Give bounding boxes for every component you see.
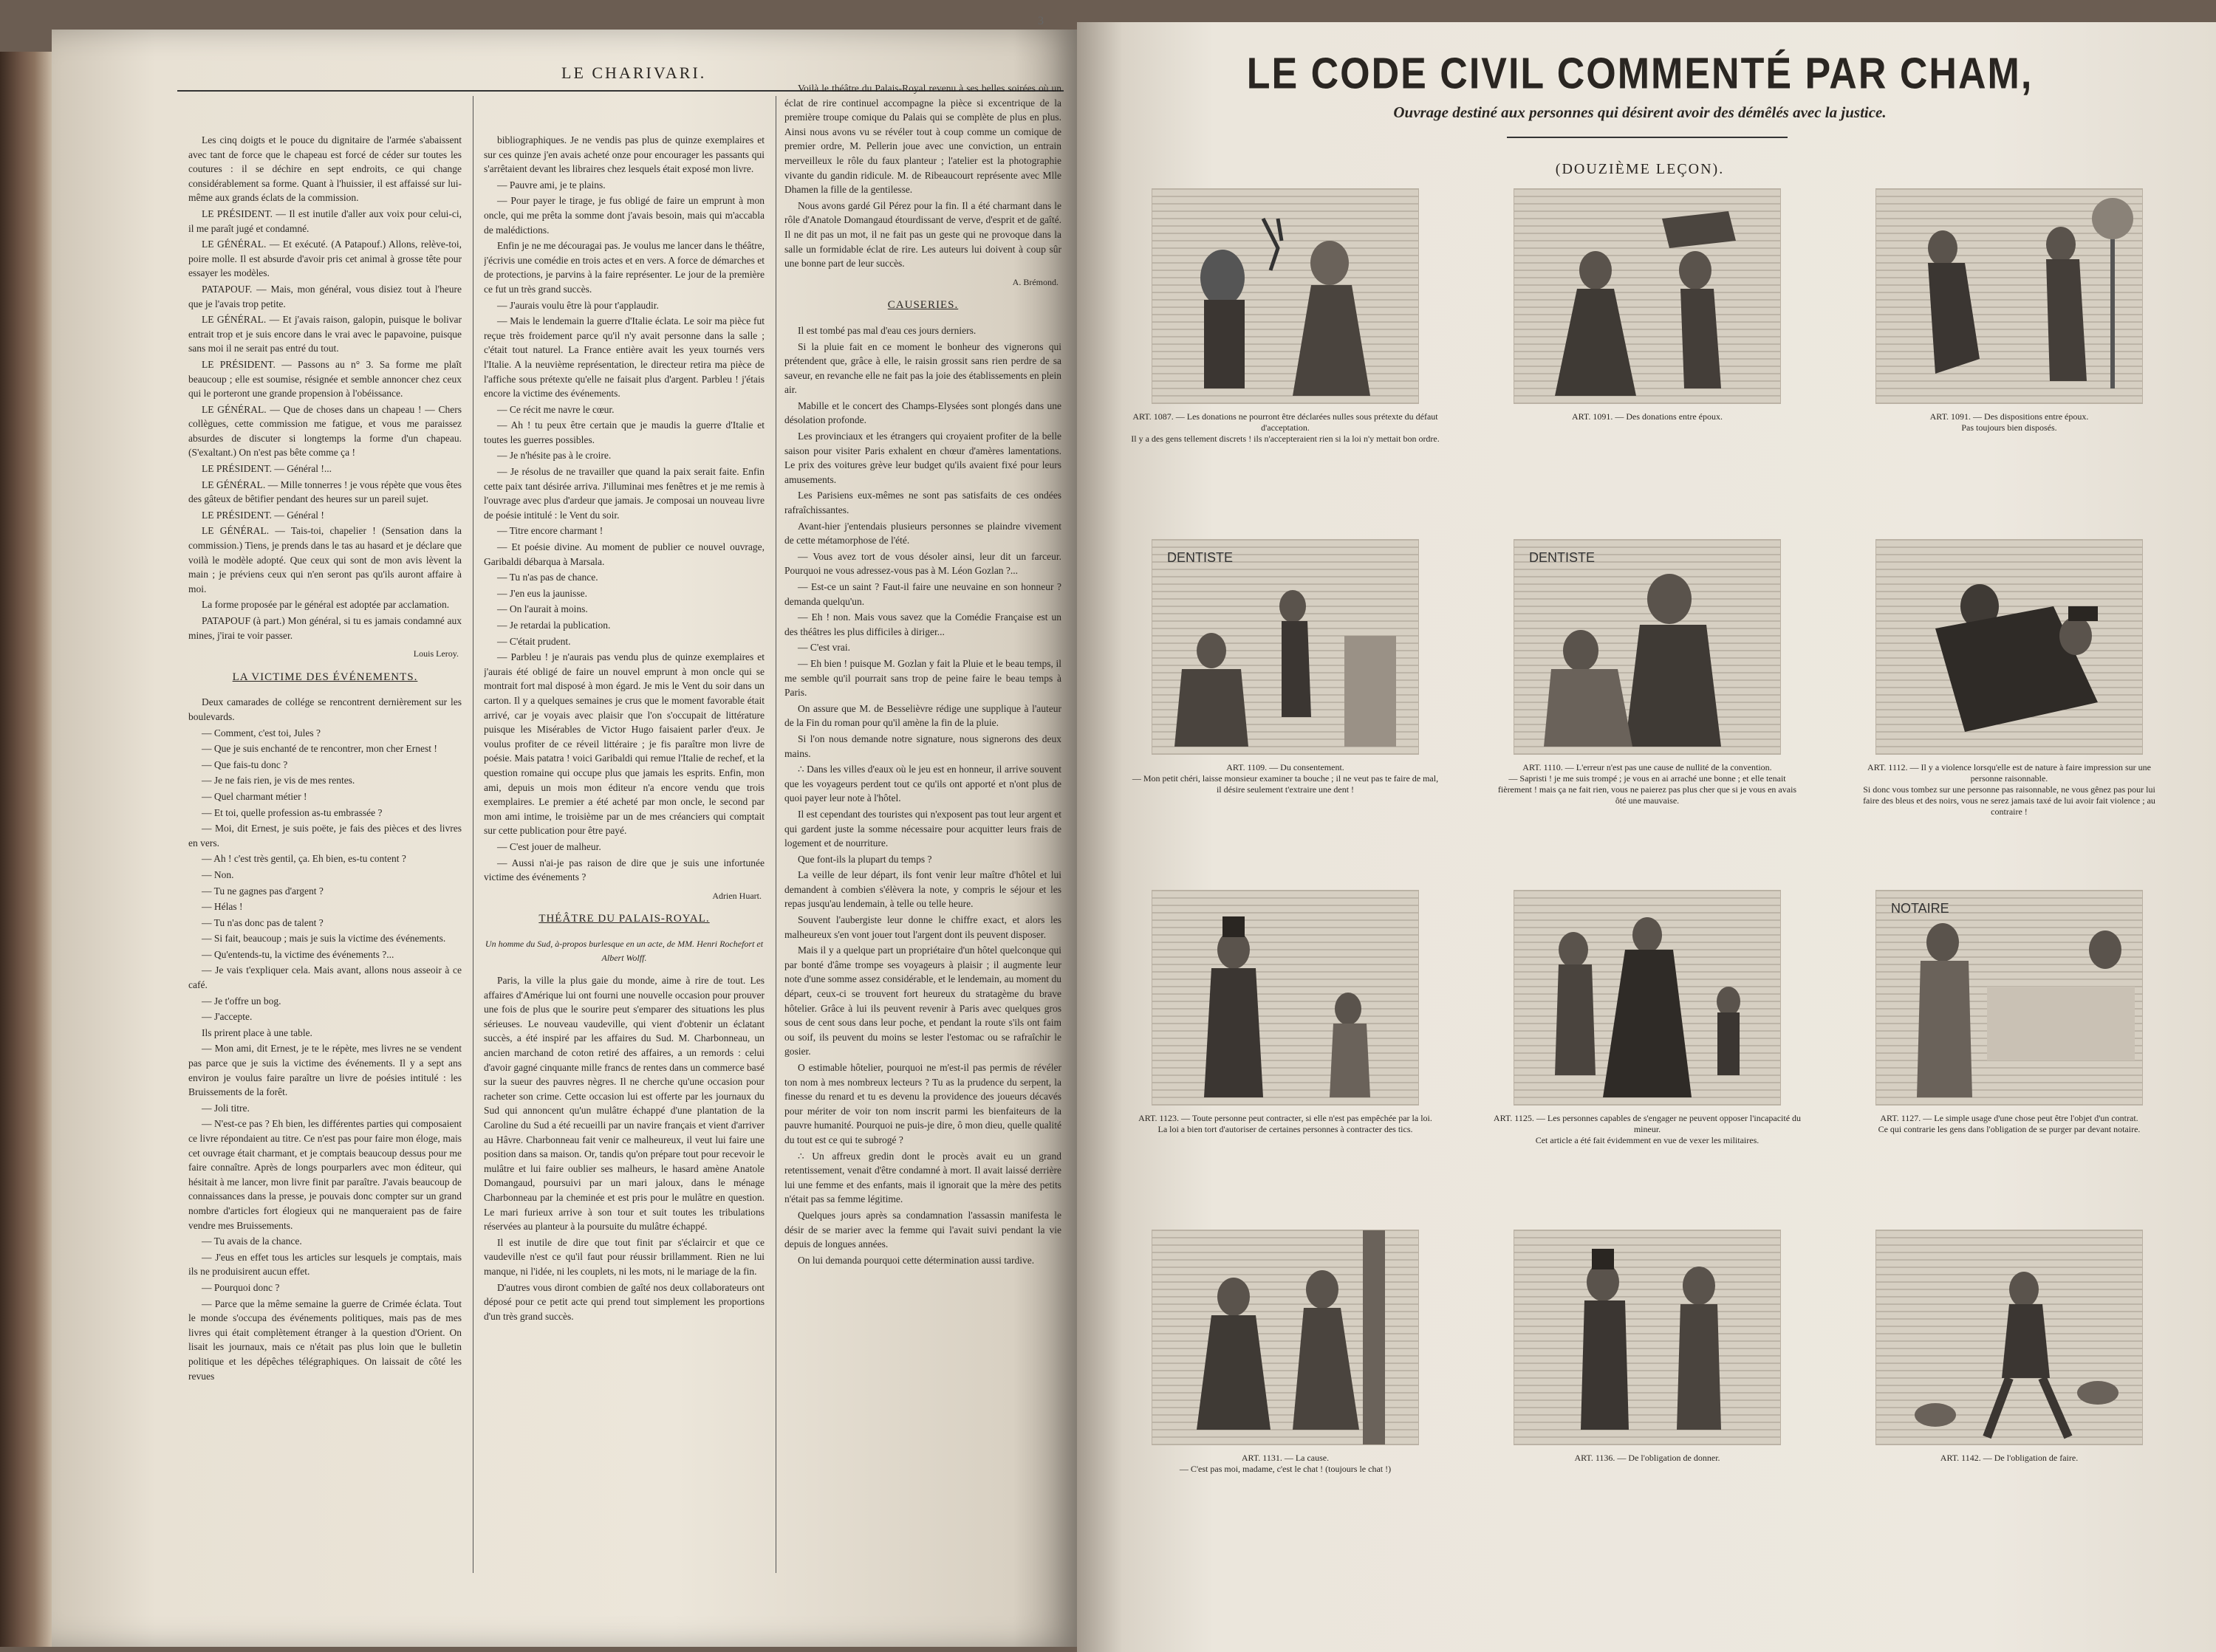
paragraph: — Que je suis enchanté de te rencontrer, mon cher Ernest ! (202, 743, 437, 755)
author-signature: Louis Leroy. (413, 648, 459, 659)
paragraph: — Moi, dit Ernest, je suis poëte, je fais des pièces et des livres en vers. (188, 823, 462, 849)
paragraph: Mabille et le concert des Champs-Elysées sont plongés dans une désolation profonde. (784, 400, 1061, 426)
section-heading: THÉÂTRE DU PALAIS-ROYAL. (538, 913, 710, 925)
paragraph: bibliographiques. Je ne vendis pas plus de quinze exemplaires et sur ces quinze j'en avais acheté onze pour encourager les passants qui s'arrêtaient devant les libraires chez lesquels était exposé mon livre. (484, 134, 765, 175)
paragraph: — J'aurais voulu être là pour t'applaudir. (497, 299, 659, 311)
paragraph: — Eh ! non. Mais vous savez que la Comédie Française est un des théâtres les plus difficiles à diriger... (784, 611, 1061, 637)
paragraph: Mais il y a quelque part un propriétaire d'un hôtel quelconque qui par bonté d'âme trompe ses voyageurs à plaisir ; il augmente leur note d'une somme assez considérable, et le lendemain, au moment du départ, ceux-ci se trouvent fort heureux du stratagème du brave hôtelier. Grâce à lui ils peuvent revenir à Paris avec quelques gros sous de cent sous dans leur poche, et pendant la route s'ils ont faim ou soif, ils peuvent du moins se lester l'estomac ou se rafraîchir le gosier. (784, 945, 1061, 1058)
paragraph: Nous avons gardé Gil Pérez pour la fin. Il a été charmant dans le rôle d'Anatole Domangaud étourdissant de verve, d'esprit et de gaîté. Il ne dit pas un mot, il ne fait pas un geste qui ne provoque dans la salle un formidable éclat de rire. Les auteurs lui doivent à coup sûr une bonne part de leur succès. (784, 199, 1061, 270)
paragraph: Que font-ils la plupart du temps ? (798, 853, 932, 865)
cartoon-caption: ART. 1110. — L'erreur n'est pas une cause de nullité de la convention. — Sapristi ! je me suis trompé ; je vous en ai arraché une bonne ; et elle tenait fièrement ! mais ça ne fait rien, vous ne paierez pas plus cher que si je vous en avais ôté une mauvaise. (1497, 762, 1797, 806)
cartoon-caption: ART. 1136. — De l'obligation de donner. (1574, 1453, 1720, 1463)
paragraph: LE GÉNÉRAL. — Et j'avais raison, galopin, puisque le bolivar entrait trop et je suis encore dans le vrai avec le papavoine, puisque sans moi il ne serait pas entré du tout. (188, 314, 462, 354)
paragraph: — Si fait, beaucoup ; mais je suis la victime des événements. (202, 933, 446, 945)
paragraph: — J'eus en effet tous les articles sur lesquels je comptais, mais ils ne produisirent aucun effet. (188, 1251, 462, 1278)
paragraph: — Et poésie divine. Au moment de publier ce nouvel ouvrage, Garibaldi débarqua à Marsala. (484, 541, 765, 567)
cartoon-caption: ART. 1091. — Des donations entre époux. (1571, 411, 1723, 422)
cartoon-panel (1126, 188, 1444, 445)
paragraph: Si l'on nous demande notre signature, nous signerons des deux mains. (784, 733, 1061, 759)
paragraph: — Aussi n'ai-je pas raison de dire que je suis une infortunée victime des événements ? (484, 857, 765, 883)
paragraph: — Je ne fais rien, je vis de mes rentes. (202, 775, 355, 786)
paragraph: — Je t'offre un bog. (202, 995, 281, 1007)
paragraph: — C'est jouer de malheur. (497, 840, 601, 852)
cartoon-caption: ART. 1127. — Le simple usage d'une chose peut être l'objet d'un contrat. Ce qui contrarie les gens dans l'obligation de se purger par devant notaire. (1878, 1113, 2141, 1134)
cartoon-grid (1126, 188, 2190, 1569)
paragraph: Il est cependant des touristes qui n'exposent pas tout leur argent et qui gardent juste la somme nécessaire pour acquitter leurs frais de logement et de nourriture. (784, 808, 1061, 849)
cartoon-caption: ART. 1087. — Les donations ne pourront être déclarées nulles sous prétexte du défaut d'acceptation. Il y a des gens tellement discrets ! ils n'accepteraient rien si la loi n'y mettait bon ordre. (1131, 411, 1440, 444)
paragraph: Les provinciaux et les étrangers qui croyaient profiter de la belle saison pour visiter Paris exhalent en chœur d'amères lamentations. Le prix des voitures grève leur budget qu'ils avaient fixé pour leurs amusements. (784, 431, 1061, 485)
cartoon-illustration (1152, 890, 1419, 1106)
paragraph: — Joli titre. (202, 1102, 250, 1114)
paragraph: — N'est-ce pas ? Eh bien, les différentes parties qui composaient ce livre répondaient au titre. Ce n'est pas pour faire mon éloge, mais cet ouvrage était charmant, et je comptais beaucoup dessus pour me faire connaître. Après de longs pourparlers avec mon éditeur, qui hésitait à me lancer, mon livre finit par paraître. J'avais beaucoup de connaissances dans la presse, je pouvais donc compter sur un grand nombre d'articles fort élogieux qui ne manqueraient pas de faire vendre mes Bruissements. (188, 1118, 462, 1231)
paragraph: On lui demanda pourquoi cette détermination aussi tardive. (798, 1254, 1035, 1266)
paragraph: — Comment, c'est toi, Jules ? (202, 727, 321, 738)
cartoon-caption: ART. 1125. — Les personnes capables de s'engager ne peuvent opposer l'incapacité du mineur. Cet article a été fait évidemment en vue de vexer les militaires. (1493, 1113, 1802, 1145)
paragraph: Enfin je ne me découragai pas. Je voulus me lancer dans le théâtre, j'écrivis une comédie en trois actes et en vers. A force de démarches et de protections, je parvins à la faire représenter. Le jour de la première ce fut un très grand succès. (484, 240, 765, 295)
paragraph: LE GÉNÉRAL. — Mille tonnerres ! je vous répète que vous êtes des gâteux de bêtifier pendant des heures sur un pareil sujet. (188, 479, 462, 505)
paragraph: — Ah ! tu peux être certain que je maudis la guerre d'Italie et toutes les guerres possibles. (484, 419, 765, 445)
paragraph: — Que fais-tu donc ? (202, 758, 288, 770)
paragraph: — Mais le lendemain la guerre d'Italie éclata. Le soir ma pièce fut reçue très froidement parce qu'il n'y avait personne dans la salle ; c'était tout naturel. La France entière avait les yeux tournés vers l'Italie. A la neuvième représentation, le directeur retira ma pièce de l'affiche sous prétexte qu'elle ne faisait plus d'argent. Parbleu ! j'étais encore la victime des événements. (484, 315, 765, 400)
cartoon-illustration (1514, 1230, 1781, 1445)
cartoon-panel (1850, 890, 2168, 1135)
paragraph: Voilà le théâtre du Palais-Royal revenu à ses belles soirées où un éclat de rire continuel accompagne la pièce si excentrique de la première troupe comique du Palais qui se complète de plus en plus. Ainsi nous avons vu se révéler tout à coup comme un comique de premier ordre, M. Pellerin joue avec une conviction, un entrain merveilleux le rôle du faux planteur ; l'atelier est la photographie vivante du gandin ridicule. M. de Ribeaucourt représente avec Mlle Dhamen la fille de la gentilesse. (784, 83, 1061, 196)
cartoon-panel (1126, 1230, 1444, 1475)
cartoon-illustration (1152, 188, 1419, 404)
paragraph: PATAPOUF (à part.) Mon général, si tu es jamais condamné aux mines, j'irai te voir passer. (188, 615, 462, 641)
cartoon-illustration (1514, 188, 1781, 404)
paragraph: Il est tombé pas mal d'eau ces jours derniers. (798, 324, 977, 336)
paragraph: Deux camarades de collége se rencontrent dernièrement sur les boulevards. (188, 696, 462, 722)
cartoon-caption: ART. 1109. — Du consentement. — Mon petit chéri, laisse monsieur examiner ta bouche ; il ne veut pas te faire de mal, il désire seulement t'extraire une dent ! (1132, 762, 1439, 795)
paragraph: — Est-ce un saint ? Faut-il faire une neuvaine en son honneur ? demanda quelqu'un. (784, 581, 1061, 607)
paragraph: — J'en eus la jaunisse. (497, 587, 588, 599)
cartoon-caption: ART. 1123. — Toute personne peut contracter, si elle n'est pas empêchée par la loi. La loi a bien tort d'autoriser de certaines personnes à contracter des tics. (1138, 1113, 1432, 1134)
cartoon-panel (1850, 188, 2168, 433)
paragraph: Souvent l'aubergiste leur donne le chiffre exact, et alors les malheureux s'en vont jouer tout l'argent dont ils peuvent disposer. (784, 914, 1061, 940)
paragraph: — Tu avais de la chance. (202, 1235, 302, 1247)
paragraph: Les Parisiens eux-mêmes ne sont pas satisfaits de ces ondées rafraîchissantes. (784, 490, 1061, 516)
cartoon-illustration (1514, 539, 1781, 755)
lesson-label: (DOUZIÈME LEÇON). (1555, 161, 1725, 177)
paragraph: — Et toi, quelle profession as-tu embrassée ? (202, 806, 383, 818)
author-signature: A. Brémond. (1012, 276, 1059, 287)
paragraph: ∴ Dans les villes d'eaux où le jeu est en honneur, il arrive souvent que les voyageurs perdent tout ce qu'ils ont apporté et n'ont plus de quoi payer leur note à l'hôtel. (784, 764, 1061, 804)
cartoon-illustration (1152, 1230, 1419, 1445)
paragraph: Paris, la ville la plus gaie du monde, aime à rire de tout. Les affaires d'Amérique lui ont fourni une nouvelle occasion pour prouver une fois de plus que le sourire peut s'emparer des situations les plus sérieuses. Le nouveau vaudeville, qui vient d'obtenir un éclatant succès, a été inspiré par les affaires du Sud. M. Charbonneau, un ancien marchand de coton retiré des affaires, a un remords : celui d'avoir gagné cinquante mille francs de rentes dans un commerce basé sur la sueur des pauvres nègres. Il ne cherche qu'une occasion pour racheter son crime. Cette occasion lui est offerte par les journaux du Sud qui annoncent qu'un mulâtre échappé d'une plantation de la Caroline du Sud a été recueilli par un navire français et vient d'arriver au Hâvre. Charbonneau fait venir ce malheureux, il veut lui faire une position dans sa maison. Or, tandis qu'on prépare tout pour recevoir le mulâtre et lui faire oublier ses malheurs, le hasard amène Anatole Domangaud, poursuivi par un mari jaloux, dans le ménage Charbonneau par la cheminée et est pris pour le mulâtre en question. Le mari furieux arrive à son tour et suit toutes les tribulations réservées au planteur à la poursuite du mulâtre échappé. (484, 975, 765, 1233)
cartoon-illustration (1875, 539, 2143, 755)
paragraph: — Tu n'as pas de chance. (497, 572, 598, 583)
article-column-1 (188, 133, 462, 1588)
paragraph: — Tu ne gagnes pas d'argent ? (202, 885, 324, 897)
page-number: 3 (1038, 15, 1044, 27)
newspaper-title: LE CHARIVARI. (561, 64, 707, 82)
paragraph: D'autres vous diront combien de gaîté nos deux collaborateurs ont déposé pour ce petit acte qui prend tout simplement les proportions d'un très grand succès. (484, 1281, 765, 1322)
cartoon-panel (1126, 890, 1444, 1135)
shop-sign-text: NOTAIRE (1891, 901, 1949, 916)
paragraph: — Je vais t'expliquer cela. Mais avant, allons nous asseoir à ce café. (188, 964, 462, 991)
paragraph: — Ah ! c'est très gentil, ça. Eh bien, es-tu content ? (202, 853, 406, 865)
paragraph: — Pauvre ami, je te plains. (497, 179, 606, 191)
paragraph: — Eh bien ! puisque M. Gozlan y fait la Pluie et le beau temps, il me semble qu'il pourrait sans trop de peine faire le beau temps à Paris. (784, 657, 1061, 699)
paragraph: — Je n'hésite pas à le croire. (497, 450, 612, 462)
paragraph: La forme proposée par le général est adoptée par acclamation. (202, 599, 450, 611)
paragraph: — Parce que la même semaine la guerre de Crimée éclata. Tout le monde s'occupa des événements politiques, mais pas de mes livres qui était complètement étranger à la question d'Orient. On lisait les journaux, mais ce n'était pas plus loin que le bulletin politique et les dépêches télégraphiques. On laissait de côté les revues (188, 1298, 462, 1382)
cartoon-caption: ART. 1142. — De l'obligation de faire. (1940, 1453, 2079, 1463)
paragraph: — Pourquoi donc ? (202, 1281, 280, 1293)
article-column-3 (784, 81, 1061, 1536)
page-title: LE CODE CIVIL COMMENTÉ PAR CHAM, (1246, 49, 2034, 99)
cartoon-illustration (1875, 1230, 2143, 1445)
paragraph: — J'accepte. (202, 1011, 253, 1023)
paragraph: LE GÉNÉRAL. — Que de choses dans un chapeau ! — Chers collègues, cette commission me fatigue, et vous me paraissez absurdes de discuter si longtemps la forme d'un chapeau. (S'exaltant.) On n'est pas bête comme ça ! (188, 403, 462, 459)
cartoon-illustration (1514, 890, 1781, 1106)
paragraph: O estimable hôtelier, pourquoi ne m'est-il pas permis de révéler ton nom à mes nombreux lecteurs ? Tu as la prudence du serpent, la finesse du renard et tu es devenu la providence des joueurs décavés pour mériter de voir ton nom inscrit parmi les bienfaiteurs de la pauvre humanité. Pourquoi ne puis-je dire, ô mon dieu, quelle qualité du tout est ce qui te subrogé ? (784, 1062, 1061, 1145)
paragraph: — Tu n'as donc pas de talent ? (202, 916, 324, 928)
paragraph: — Je retardai la publication. (497, 620, 611, 631)
paragraph: Ils prirent place à une table. (202, 1026, 312, 1038)
paragraph: — Non. (202, 868, 234, 880)
book-spine (0, 52, 58, 1647)
cartoon-panel (1126, 539, 1444, 795)
shop-sign-text: DENTISTE (1529, 550, 1596, 565)
paragraph: ∴ Un affreux gredin dont le procès avait eu un grand retentissement, venait d'être condamné à mort. Il avait laissé derrière lui une femme et des enfants, mais il ignorait que la mère des petits n'était pas sa femme légitime. (784, 1150, 1061, 1205)
cartoon-illustration (1875, 890, 2143, 1106)
paragraph: Si la pluie fait en ce moment le bonheur des vignerons qui prétendent que, grâce à elle, le raisin grossit sans rien perdre de sa saveur, en revanche elle ne fait pas la joie des établissements en plein air. (784, 340, 1061, 396)
cartoon-caption: ART. 1131. — La cause. — C'est pas moi, madame, c'est le chat ! (toujours le chat !) (1179, 1453, 1392, 1474)
paragraph: LE PRÉSIDENT. — Général ! (202, 509, 324, 521)
paragraph: — C'est vrai. (798, 642, 851, 654)
paragraph: PATAPOUF. — Mais, mon général, vous disiez tout à l'heure que je l'avais trop petite. (188, 283, 462, 309)
cartoon-panel (1488, 188, 1806, 422)
author-signature: Adrien Huart. (712, 890, 762, 901)
cartoon-panel (1488, 539, 1806, 806)
paragraph: — C'était prudent. (497, 635, 571, 647)
paragraph: — Pour payer le tirage, je fus obligé de faire un emprunt à mon oncle, qui me prêta la somme dont j'avais besoin, mais qui m'accabla de malédictions. (484, 195, 765, 236)
article-column-2 (484, 133, 765, 1588)
paragraph: — Titre encore charmant ! (497, 525, 603, 537)
paragraph: — Hélas ! (202, 901, 243, 913)
cartoon-illustration (1875, 188, 2143, 404)
cartoon-caption: ART. 1091. — Des dispositions entre époux. Pas toujours bien disposés. (1929, 411, 2089, 433)
paragraph: — Vous avez tort de vous désoler ainsi, leur dit un farceur. Pourquoi ne vous adressez-vous pas à M. Léon Gozlan ?... (784, 550, 1061, 577)
cartoon-caption: ART. 1112. — Il y a violence lorsqu'elle est de nature à faire impression sur une personne raisonnable. Si donc vous tombez sur une personne pas raisonnable, ne vous gênez pas pour lui faire des bleus et des noirs, vous ne serez jamais taxé de lui avoir fait violence ; au contraire ! (1863, 762, 2155, 817)
paragraph: — Je résolus de ne travailler que quand la paix serait faite. Enfin cette paix tant désirée arriva. J'illuminai mes fenêtres et je me remis à l'ouvrage avec plus d'ardeur que jamais. Je composai un nouveau livre de poésie intitulé : le Vent du soir. (484, 466, 765, 521)
section-heading: CAUSERIES. (887, 299, 959, 312)
shop-sign-text: DENTISTE (1167, 550, 1234, 565)
paragraph: — Parbleu ! je n'aurais pas vendu plus de quinze exemplaires et j'aurais été obligé de faire un nouvel emprunt à mon oncle qui se montrait fort mal disposé à mon égard. Je mis le Vent du soir dans un carton. Il y a quelques semaines je crus que le moment favorable était arrivé, car je voyais avec plaisir que l'on s'occupait de littérature puisque les Misérables de Victor Hugo faisaient parler d'eux. Je voulus profiter de ce réveil littéraire ; je fis paraître mon livre de poésie. Mais patatra ! voici Garibaldi qui remue l'Italie de rechef, et la question romaine qui occupe plus que jamais les esprits. Enfin, mon ami, depuis un mois mon éditeur n'a encore vendu que trois exemplaires. Le premier a été acheté par mon oncle, le second par mon ami intime, le troisième par un de mes créanciers qui comptait sur cette publication pour être payé. (484, 651, 765, 837)
cartoon-panel (1488, 1230, 1806, 1464)
paragraph: — Mon ami, dit Ernest, je te le répète, mes livres ne se vendent pas parce que je suis la victime des événements. Il y a sept ans environ je voulus faire paraître un livre de poésies intitulé : les Bruissements de la forêt. (188, 1043, 462, 1098)
paragraph: LE PRÉSIDENT. — Il est inutile d'aller aux voix pour celui-ci, il me paraît jugé et condamné. (188, 208, 462, 234)
paragraph: On assure que M. de Besselièvre rédige une supplique à l'auteur de la Fin du roman pour qu'il amène la fin de la pluie. (784, 702, 1061, 729)
cartoon-panel (1850, 1230, 2168, 1464)
paragraph: Quelques jours après sa condamnation l'assassin manifesta le désir de se marier avec la femme qui l'avait suivi pendant la vie depuis de longues années. (784, 1209, 1061, 1250)
section-heading: LA VICTIME DES ÉVÉNEMENTS. (232, 671, 418, 683)
paragraph: Avant-hier j'entendais plusieurs personnes se plaindre vivement de cette métamorphose de l'été. (784, 520, 1061, 546)
cartoon-panel (1488, 890, 1806, 1146)
section-subheading: Un homme du Sud, à-propos burlesque en un acte, de MM. Henri Rochefort et Albert Wolff. (485, 938, 764, 964)
page-subtitle: Ouvrage destiné aux personnes qui désirent avoir des démêlés avec la justice. (1393, 103, 1887, 121)
paragraph: — On l'aurait à moins. (497, 603, 588, 615)
paragraph: — Quel charmant métier ! (202, 790, 307, 802)
paragraph: LE PRÉSIDENT. — Général !... (202, 463, 332, 475)
cartoon-panel (1850, 539, 2168, 818)
paragraph: LE GÉNÉRAL. — Et exécuté. (A Patapouf.) Allons, relève-toi, poire molle. Il est absurde d'avoir pris cet animal à grosse tête pour essayer les modèles. (188, 239, 462, 279)
paragraph: LE PRÉSIDENT. — Passons au n° 3. Sa forme me plaît beaucoup ; elle est soumise, résignée et semble annoncer chez ceux qui le porteront une grande propension à l'obéissance. (188, 358, 462, 400)
paragraph: — Ce récit me navre le cœur. (497, 403, 615, 415)
paragraph: Il est inutile de dire que tout finit par s'éclaircir et que ce vaudeville n'est ce qu'il faut pour réussir brillamment. Rien ne lui manque, ni l'idée, ni les couplets, ni les mots, ni le mariage de la fin. (484, 1236, 765, 1277)
paragraph: — Qu'entends-tu, la victime des événements ?... (202, 948, 394, 960)
paragraph: La veille de leur départ, ils font venir leur maître d'hôtel et lui demandent à combien s'élèvera la note, y compris le séjour et les repas jusqu'au lendemain, à telle ou telle heure. (784, 869, 1061, 910)
title-divider (1507, 137, 1788, 138)
paragraph: Les cinq doigts et le pouce du dignitaire de l'armée s'abaissent avec tant de force que le chapeau est forcé de céder sur toutes les coutures : il se déchire en sept endroits, ce qui change considérablement sa forme. Quant à l'huissier, il est affaissé sur lui-même aux grands éclats de la commission. (188, 134, 462, 204)
cartoon-illustration (1152, 539, 1419, 755)
paragraph: LE GÉNÉRAL. — Tais-toi, chapelier ! (Sensation dans la commission.) Tiens, je prends dans le tas au hasard et je déclare que voilà le modèle adopté. Que ceux qui sont de mon avis lèvent la main ; je préviens ceux qui n'en seront pas qu'ils auront affaire à moi. (188, 525, 462, 594)
